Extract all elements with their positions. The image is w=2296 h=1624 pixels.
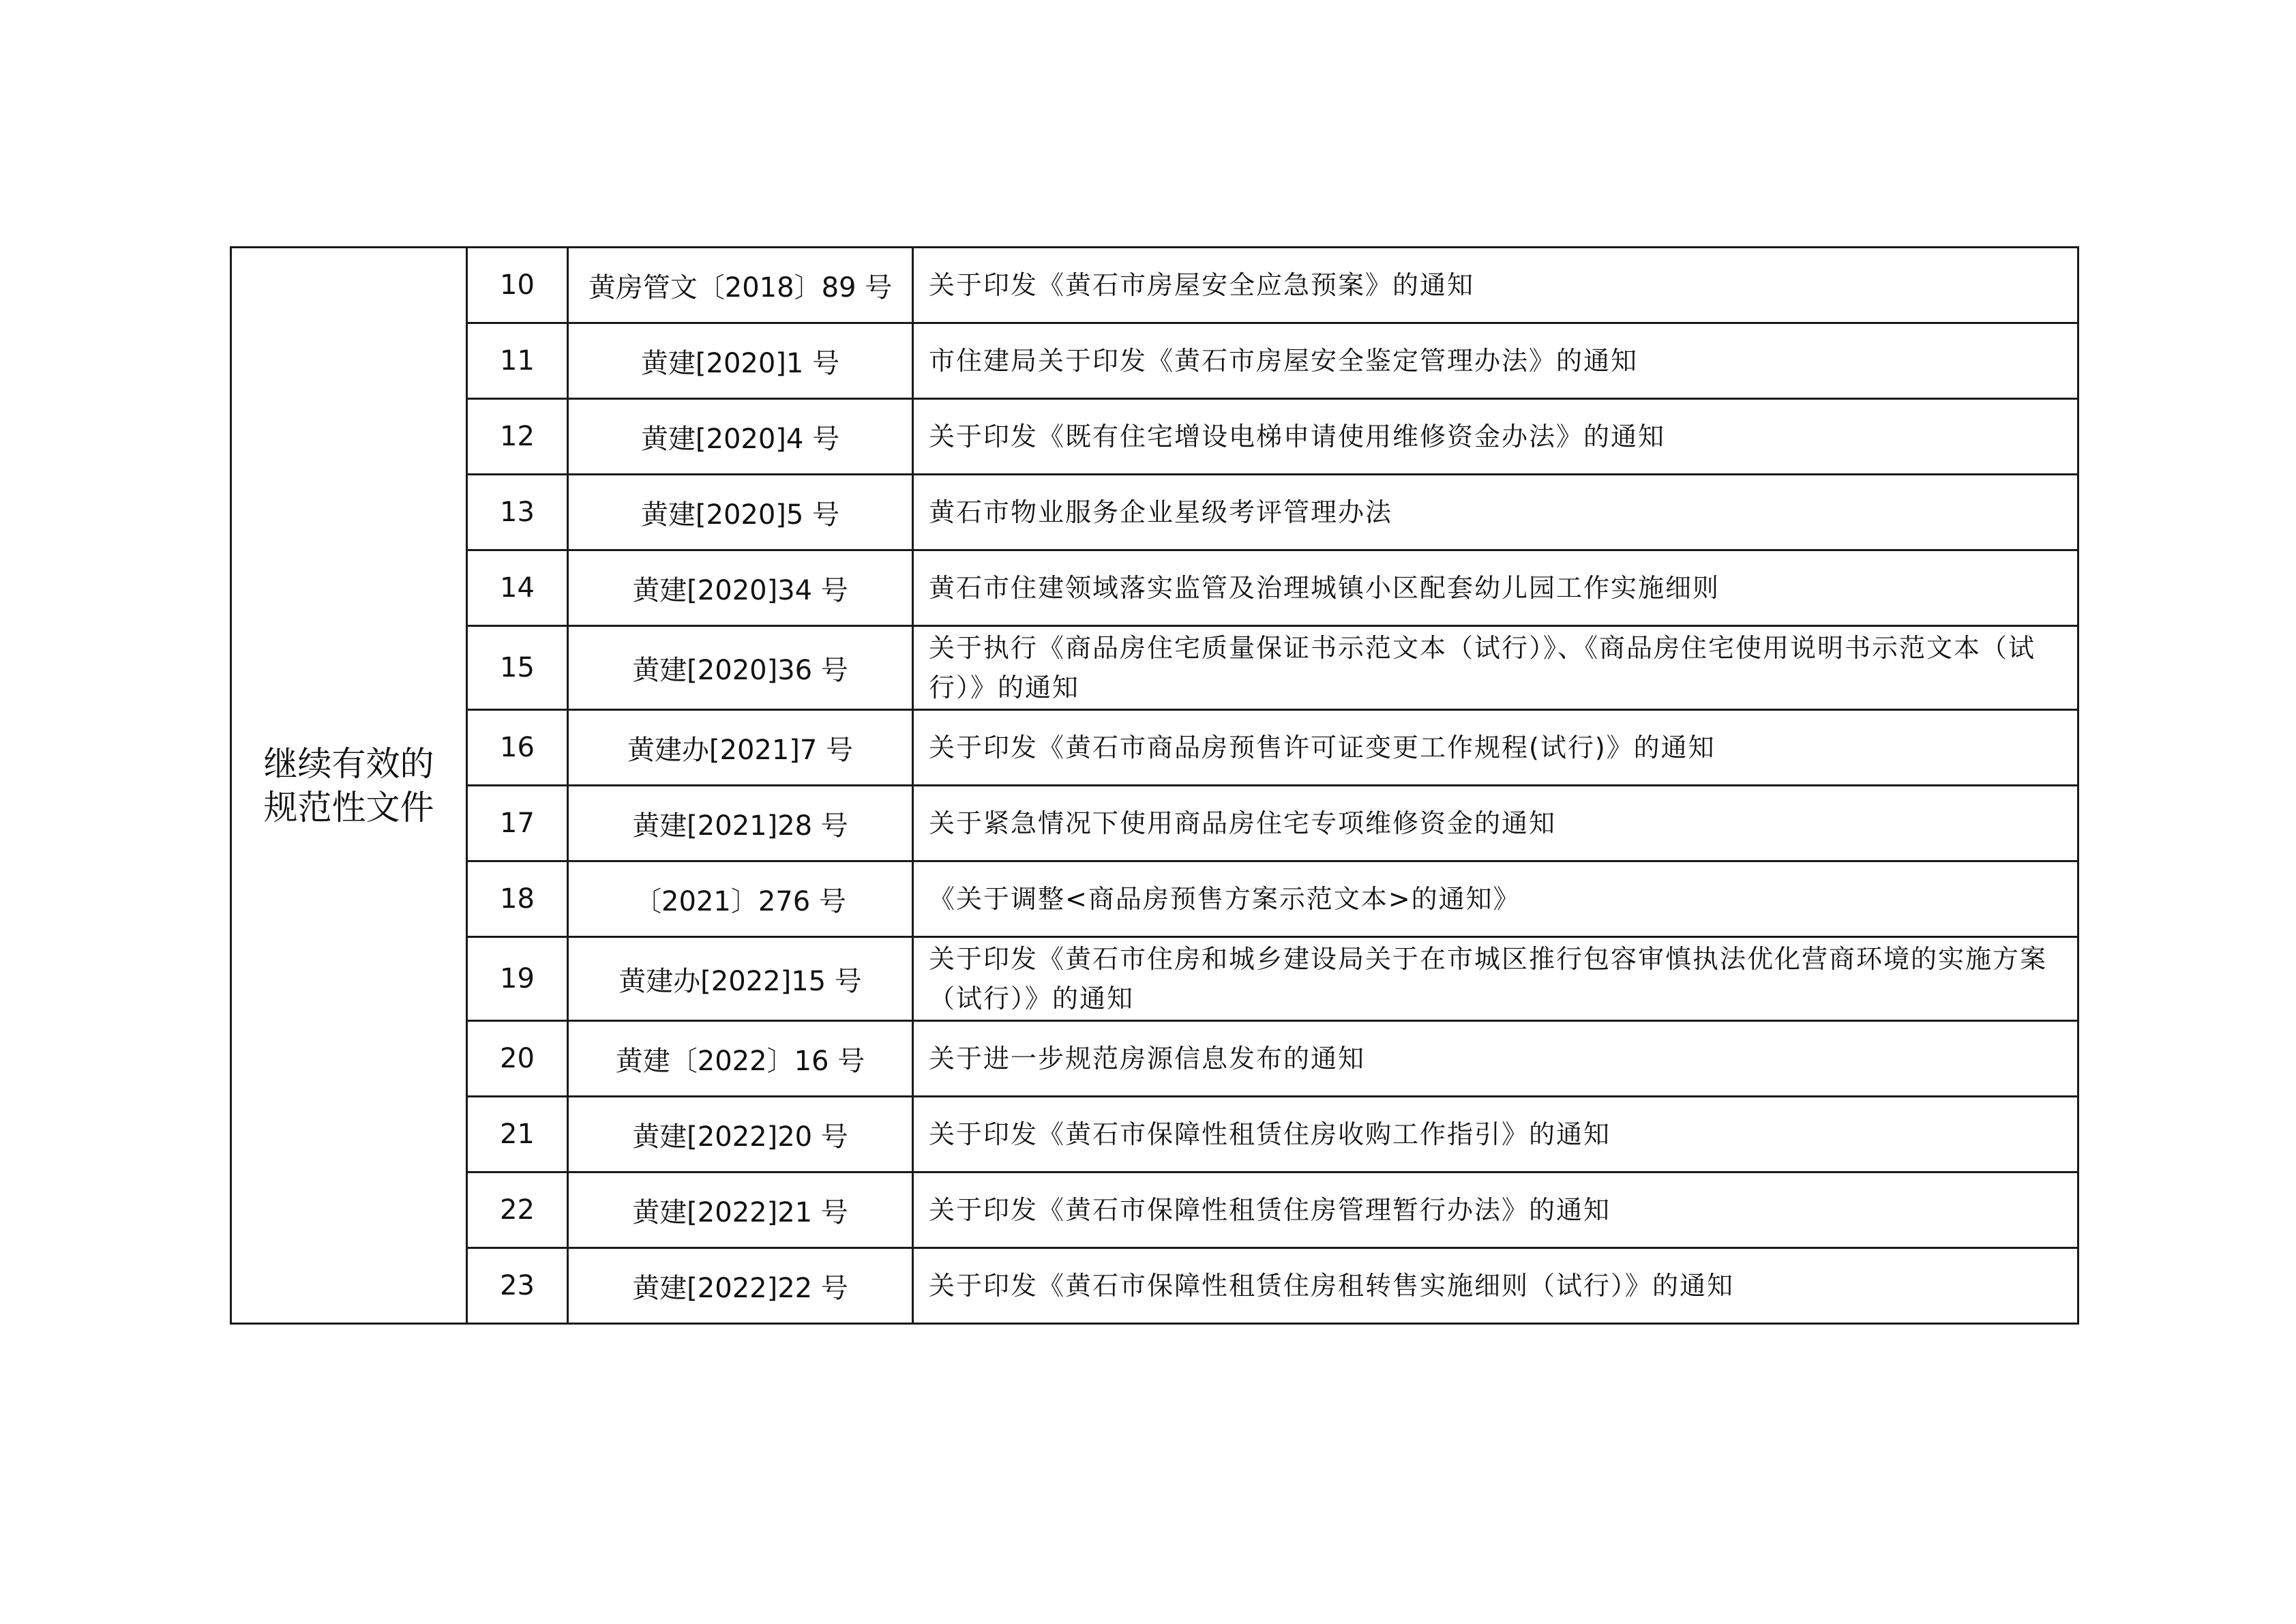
table-row [231, 937, 2078, 1021]
document-code: 黄建办[2022]15 号 [568, 937, 913, 1021]
table-row [231, 626, 2078, 710]
row-number: 19 [467, 937, 568, 1021]
table-row [231, 710, 2078, 786]
row-number: 14 [467, 550, 568, 626]
document-code: 黄建办[2021]7 号 [568, 710, 913, 786]
document-code: 黄房管文〔2018〕89 号 [568, 248, 913, 323]
document-code: 黄建[2020]5 号 [568, 475, 913, 550]
table-row [231, 861, 2078, 937]
table-row [231, 1021, 2078, 1097]
document-code: 黄建[2020]34 号 [568, 550, 913, 626]
table-row [231, 1248, 2078, 1324]
document-title: 关于印发《黄石市住房和城乡建设局关于在市城区推行包容审慎执法优化营商环境的实施方案（试行）》的通知 [913, 937, 2078, 1021]
document-code: 黄建〔2022〕16 号 [568, 1021, 913, 1097]
table-row [231, 550, 2078, 626]
document-title: 关于印发《黄石市保障性租赁住房租转售实施细则（试行）》的通知 [913, 1248, 2078, 1324]
row-number: 22 [467, 1172, 568, 1248]
row-number: 10 [467, 248, 568, 323]
document-title: 关于印发《黄石市房屋安全应急预案》的通知 [913, 248, 2078, 323]
table-row [231, 786, 2078, 861]
table-row [231, 248, 2078, 323]
document-code: 黄建[2021]28 号 [568, 786, 913, 861]
table-row [231, 323, 2078, 399]
row-number: 18 [467, 861, 568, 937]
row-number: 16 [467, 710, 568, 786]
category-label-line2: 规范性文件 [263, 787, 434, 827]
document-title: 关于紧急情况下使用商品房住宅专项维修资金的通知 [913, 786, 2078, 861]
document-title: 关于印发《黄石市保障性租赁住房管理暂行办法》的通知 [913, 1172, 2078, 1248]
row-number: 13 [467, 475, 568, 550]
document-title: 关于印发《既有住宅增设电梯申请使用维修资金办法》的通知 [913, 399, 2078, 475]
row-number: 11 [467, 323, 568, 399]
table-row [231, 1172, 2078, 1248]
document-code: 黄建[2020]4 号 [568, 399, 913, 475]
document-code: 黄建[2022]22 号 [568, 1248, 913, 1324]
document-code: 黄建[2020]1 号 [568, 323, 913, 399]
regulatory-documents-table [230, 246, 2079, 1325]
document-title: 《关于调整<商品房预售方案示范文本>的通知》 [913, 861, 2078, 937]
document-title: 黄石市住建领域落实监管及治理城镇小区配套幼儿园工作实施细则 [913, 550, 2078, 626]
document-code: 〔2021〕276 号 [568, 861, 913, 937]
document-title: 关于执行《商品房住宅质量保证书示范文本（试行）》、《商品房住宅使用说明书示范文本（试行）》的通知 [913, 626, 2078, 710]
table-row [231, 399, 2078, 475]
row-number: 15 [467, 626, 568, 710]
document-title: 关于印发《黄石市商品房预售许可证变更工作规程(试行)》的通知 [913, 710, 2078, 786]
row-number: 21 [467, 1097, 568, 1172]
document-title: 市住建局关于印发《黄石市房屋安全鉴定管理办法》的通知 [913, 323, 2078, 399]
table-row [231, 1097, 2078, 1172]
document-code: 黄建[2022]21 号 [568, 1172, 913, 1248]
document-title: 黄石市物业服务企业星级考评管理办法 [913, 475, 2078, 550]
category-label-line1: 继续有效的 [263, 743, 434, 784]
row-number: 12 [467, 399, 568, 475]
row-number: 20 [467, 1021, 568, 1097]
document-code: 黄建[2022]20 号 [568, 1097, 913, 1172]
document-title: 关于印发《黄石市保障性租赁住房收购工作指引》的通知 [913, 1097, 2078, 1172]
table-row [231, 475, 2078, 550]
document-code: 黄建[2020]36 号 [568, 626, 913, 710]
row-number: 17 [467, 786, 568, 861]
document-title: 关于进一步规范房源信息发布的通知 [913, 1021, 2078, 1097]
row-number: 23 [467, 1248, 568, 1324]
category-cell [231, 248, 467, 1324]
